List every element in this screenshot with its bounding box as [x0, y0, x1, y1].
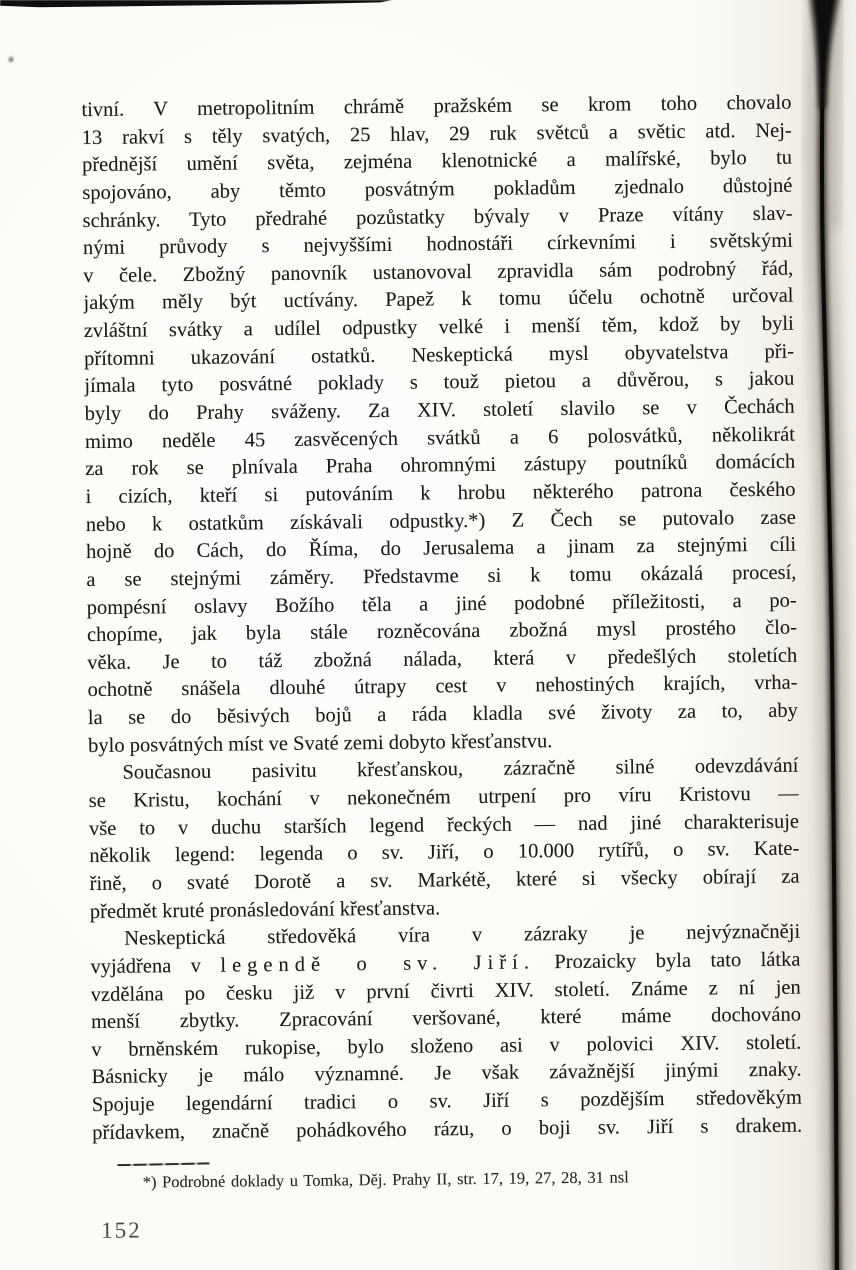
text-line: menší zbytky. Zpracování veršované, které máme dochováno — [90, 1003, 802, 1034]
text-line: přídavkem, značně pohádkového rázu, o boji sv. Jiří s drakem. — [92, 1114, 803, 1144]
text-line: ochotně snášela dlouhé útrapy cest v nehostiných krajích, vrha- — [87, 672, 798, 702]
text-line: spojováno, aby těmto posvátným pokladům zjednalo důstojné — [82, 174, 793, 204]
text-line: několik legend: legenda o sv. Jiří, o 10.000 rytířů, o sv. Kate- — [89, 837, 800, 868]
text-line: la se do běsivých bojů a ráda kladla své životy za to, aby — [87, 699, 798, 730]
text-line: pompésní oslavy Božího těla a jiné podobné příležitosti, a po- — [86, 589, 797, 619]
text-line: za rok se plnívala Praha ohromnými zástupy poutníků domácích — [85, 450, 796, 481]
text-line: věka. Je to táž zbožná nálada, která v předešlých stoletích — [87, 644, 798, 674]
text-line: Spojuje legendární tradici o sv. Jiří s pozdějším středověkým — [91, 1086, 802, 1117]
letterspaced-phrase: legendě o sv. Jiří. — [220, 951, 536, 977]
text-line: přítomni ukazování ostatků. Neskeptická mysl obyvatelstva při- — [83, 340, 795, 370]
text-line: mimo neděle 45 zasvěcených svátků a 6 polosvátků, několikrát — [84, 423, 795, 453]
text-line: předmět kruté pronásledování křesťanstva. — [89, 896, 441, 923]
text-line: schránky. Tyto předrahé pozůstatky bývaly v Praze vítány slav- — [82, 202, 793, 232]
text-line: a se stejnými záměry. Představme si k tomu okázalá procesí, — [86, 561, 797, 591]
text-line: 13 rakví s těly svatých, 25 hlav, 29 ruk světců a světic atd. Nej- — [81, 119, 792, 149]
text-line: Neskeptická středověká víra v zázraky je nejvýznačněji — [124, 920, 801, 950]
text-line: Současnou pasivitu křesťanskou, zázračně silné odevzdávání — [122, 754, 799, 785]
text-line: přednější umění světa, zejména klenotnické a malířské, bylo tu — [81, 146, 793, 177]
text-line: vzdělána po česku již v první čivrti XIV. století. Známe z ní jen — [90, 976, 801, 1006]
text-line: řině, o svaté Dorotě a sv. Markétě, které si všecky obírají za — [89, 865, 800, 895]
text-line: Básnicky je málo významné. Je však závažnější jinými znaky. — [91, 1058, 802, 1089]
text-line: jímala tyto posvátné poklady s touž pietou a důvěrou, s jakou — [84, 368, 795, 398]
text-line: hojně do Cách, do Říma, do Jerusalema a jinam za stejnými cíli — [85, 533, 797, 564]
text-line: chopíme, jak byla stále rozněcována zbožná mysl prostého člo- — [86, 616, 798, 647]
text-line: nebo k ostatkům získávali odpustky.*) Z Čech se putovalo zase — [85, 506, 796, 536]
text-line: v brněnském rukopise, bylo složeno asi v polovici XIV. století. — [91, 1031, 802, 1061]
text-segment: Prozaicky byla tato látka — [534, 948, 801, 974]
text-line: vše to v duchu starších legend řeckých — nad jiné charakterisuje — [88, 810, 800, 840]
text-line: byly do Prahy sváženy. Za XIV. století slavilo se v Čechách — [84, 395, 795, 426]
text-line: i cizích, kteří si putováním k hrobu některého patrona českého — [85, 478, 796, 509]
footnote-separator-rule — [117, 1162, 209, 1166]
text-line: bylo posvátných míst ve Svaté zemi dobyto křesťanstvu. — [87, 729, 553, 757]
text-line: se Kristu, kochání v nekonečném utrpení pro víru Kristovu — — [88, 782, 799, 813]
text-line: tivní. V metropolitním chrámě pražském se krom toho chovalo — [81, 91, 792, 122]
text-line: jakým měly být uctívány. Papež k tomu účelu ochotně určoval — [83, 285, 794, 315]
text-line: v čele. Zbožný panovník ustanovoval zpravidla sám podrobný řád, — [83, 257, 794, 287]
page-number: 152 — [101, 1217, 142, 1243]
text-segment: vyjádřena v — [90, 954, 221, 978]
footnote-text: *) Podrobné doklady u Tomka, Děj. Prahy II, str. 17, 19, 27, 28, 31 nsl — [142, 1167, 629, 1192]
text-line: zvláštní svátky a udílel odpustky velké i menší těm, kdož by byli — [83, 312, 794, 343]
body-text — [81, 90, 802, 1148]
text-line: nými průvody s nejvyššími hodnostáři církevními i světskými — [82, 229, 793, 260]
